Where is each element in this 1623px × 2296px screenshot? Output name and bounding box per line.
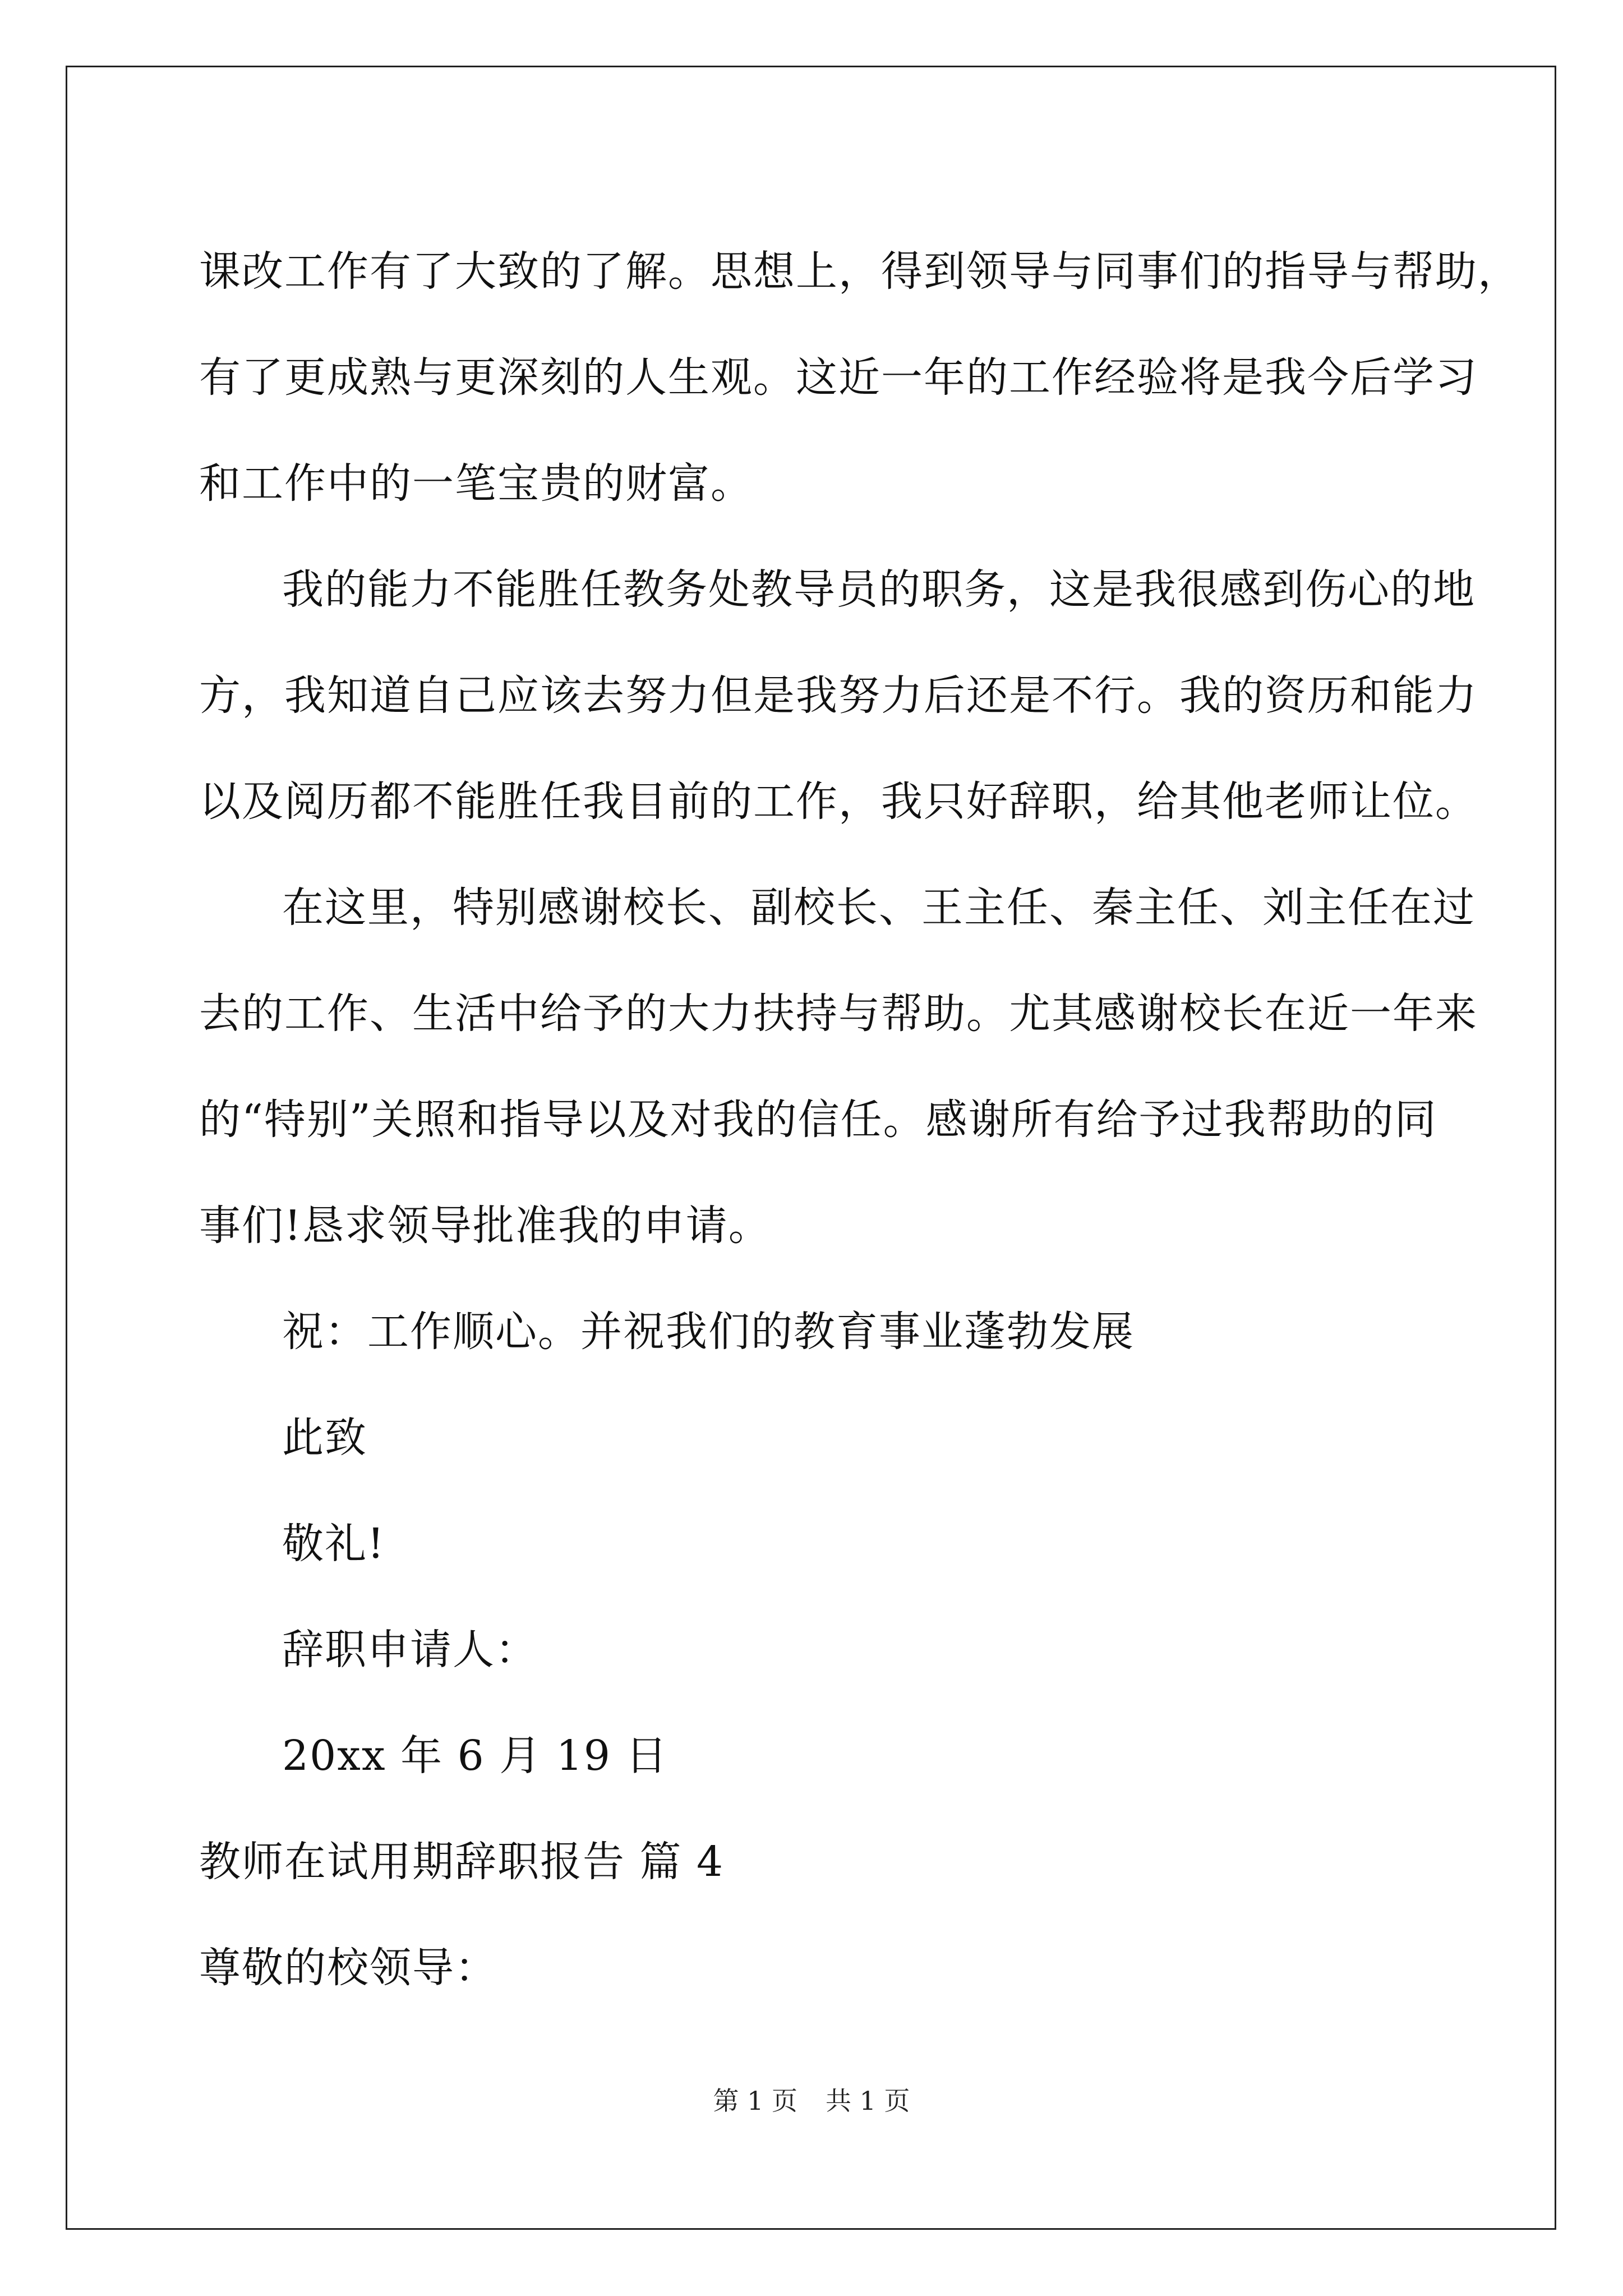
text-line: 方，我知道自己应该去努力但是我努力后还是不行。我的资历和能力 [199, 671, 1478, 720]
text-line: 以及阅历都不能胜任我目前的工作，我只好辞职，给其他老师让位。 [199, 777, 1478, 826]
page-footer [0, 2084, 1623, 2118]
page-total: 共 1 页 [826, 2086, 910, 2116]
text-line: 事们!恳求领导批准我的申请。 [199, 1202, 771, 1250]
text-line: 有了更成熟与更深刻的人生观。这近一年的工作经验将是我今后学习 [199, 353, 1478, 402]
salutation-respect: 敬礼! [282, 1520, 385, 1568]
greeting: 尊敬的校领导： [199, 1944, 497, 1992]
text-line: 在这里，特别感谢校长、副校长、王主任、秦主任、刘主任在过 [282, 884, 1476, 932]
text-line: 去的工作、生活中给予的大力扶持与帮助。尤其感谢校长在近一年来 [199, 990, 1478, 1038]
text-line: 课改工作有了大致的了解。思想上，得到领导与同事们的指导与帮助， [199, 247, 1520, 296]
applicant-signature: 辞职申请人： [282, 1626, 538, 1674]
page-number: 第 1 页 [713, 2086, 797, 2116]
text-line: 我的能力不能胜任教务处教导员的职务，这是我很感到伤心的地 [282, 565, 1476, 614]
text-line: 的“特别”关照和指导以及对我的信任。感谢所有给予过我帮助的同 [199, 1096, 1437, 1144]
section-heading: 教师在试用期辞职报告 篇 4 [199, 1838, 725, 1886]
document-body [199, 219, 1520, 2021]
closing-wish: 祝：工作顺心。并祝我们的教育事业蓬勃发展 [282, 1308, 1135, 1356]
text-line: 和工作中的一笔宝贵的财富。 [199, 459, 753, 508]
date: 20xx 年 6 月 19 日 [282, 1732, 668, 1780]
salutation: 此致 [282, 1414, 367, 1462]
